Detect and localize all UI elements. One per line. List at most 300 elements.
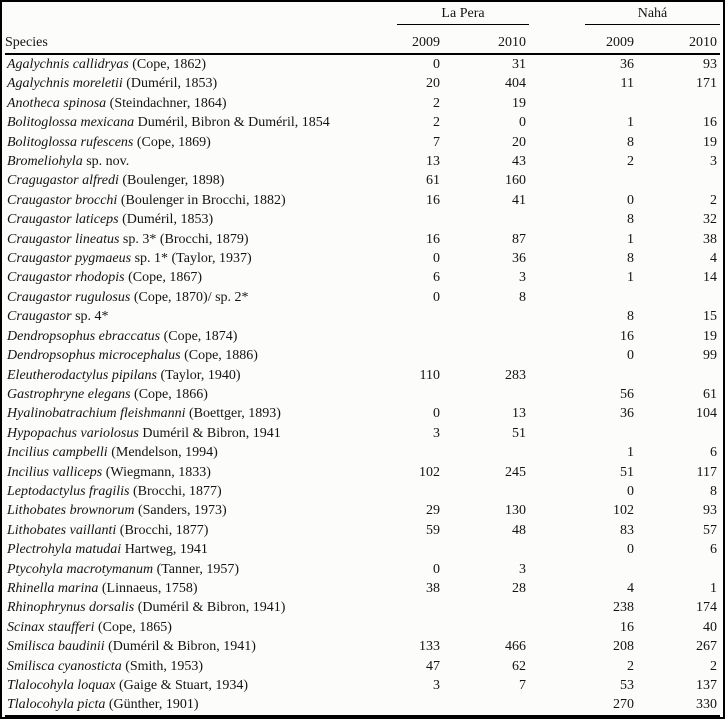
count-cell: 43 xyxy=(512,154,526,170)
species-authority: (Boettger, 1893) xyxy=(189,406,281,422)
species-authority: Duméril, Bibron & Duméril, 1854 xyxy=(137,115,330,131)
table-row xyxy=(5,637,720,656)
count-cell xyxy=(443,385,529,404)
count-cell: 208 xyxy=(613,639,634,655)
species-cell xyxy=(5,637,397,656)
species-authority: (Duméril & Bibron, 1941) xyxy=(137,600,286,616)
count-cell: 32 xyxy=(703,212,718,228)
count-cell xyxy=(397,443,443,462)
species-name: Plectrohyla matudai xyxy=(7,542,122,558)
species-cell xyxy=(5,463,397,482)
count-cell: 102 xyxy=(419,464,440,480)
column-spacer xyxy=(529,385,585,404)
table-row xyxy=(5,521,720,540)
species-name: Craugastor rhodopis xyxy=(7,270,125,286)
count-cell: 1 xyxy=(627,445,634,461)
count-cell: 61 xyxy=(703,386,718,402)
species-cell xyxy=(5,385,397,404)
species-name: Rhinophrynus dorsalis xyxy=(7,600,135,616)
count-cell: 20 xyxy=(512,134,526,150)
count-cell: 51 xyxy=(512,425,526,441)
table-row xyxy=(5,443,720,462)
column-spacer xyxy=(529,171,585,190)
count-cell: 0 xyxy=(433,289,440,305)
table-row xyxy=(5,54,720,74)
species-authority: sp. 4* xyxy=(75,309,109,325)
column-spacer xyxy=(529,618,585,637)
count-cell xyxy=(637,288,720,307)
species-name: Tlalocohyla picta xyxy=(7,697,106,713)
count-cell: 3 xyxy=(519,561,526,577)
species-cell xyxy=(5,288,397,307)
count-cell: 2 xyxy=(627,154,634,170)
species-authority: (Cope, 1869) xyxy=(136,134,211,150)
column-spacer xyxy=(529,676,585,695)
count-cell: 36 xyxy=(620,406,634,422)
species-cell xyxy=(5,152,397,171)
species-authority: (Cope, 1886) xyxy=(184,348,258,364)
year-header-la-pera-2009: 2009 xyxy=(397,25,443,55)
count-cell: 330 xyxy=(696,697,718,713)
table-row xyxy=(5,482,720,501)
table-row xyxy=(5,346,720,365)
table-row xyxy=(5,327,720,346)
count-cell: 0 xyxy=(627,542,634,558)
count-cell: 51 xyxy=(620,464,634,480)
species-name: Gastrophryne elegans xyxy=(7,386,131,402)
species-authority: (Cope, 1867) xyxy=(128,270,202,286)
count-cell: 137 xyxy=(696,678,718,693)
table-row xyxy=(5,74,720,93)
column-spacer xyxy=(529,133,585,152)
species-cell xyxy=(5,657,397,676)
count-cell: 36 xyxy=(620,57,634,72)
table-row xyxy=(5,191,720,210)
species-cell xyxy=(5,191,397,210)
count-cell: 2 xyxy=(433,115,440,131)
column-spacer xyxy=(529,307,585,326)
species-name: Bolitoglossa mexicana xyxy=(7,115,135,131)
species-name: Eleutherodactylus pipilans xyxy=(7,367,157,383)
species-authority: (Wiegmann, 1833) xyxy=(105,464,211,480)
species-cell xyxy=(5,618,397,637)
column-spacer xyxy=(529,579,585,598)
count-cell: 1 xyxy=(627,231,634,247)
count-cell: 270 xyxy=(613,697,634,713)
species-authority: (Smith, 1953) xyxy=(125,658,203,674)
count-cell: 38 xyxy=(426,580,440,596)
count-cell xyxy=(443,327,529,346)
count-cell: 267 xyxy=(696,639,718,655)
table-row xyxy=(5,695,720,715)
table-row xyxy=(5,171,720,190)
column-spacer xyxy=(529,94,585,113)
count-cell xyxy=(443,307,529,326)
species-name: Rhinella marina xyxy=(7,580,99,596)
species-name: Tlalocohyla loquax xyxy=(7,678,116,693)
column-spacer xyxy=(529,210,585,229)
species-authority: Duméril & Bibron, 1941 xyxy=(142,425,281,441)
species-name: Hyalinobatrachium fleishmanni xyxy=(7,406,186,422)
count-cell: 8 xyxy=(627,212,634,228)
count-cell: 19 xyxy=(703,328,718,344)
species-authority: (Cope, 1866) xyxy=(134,386,208,402)
species-cell xyxy=(5,560,397,579)
count-cell: 47 xyxy=(426,658,440,674)
count-cell: 245 xyxy=(505,464,526,480)
count-cell: 29 xyxy=(426,503,440,519)
column-spacer xyxy=(529,366,585,385)
count-cell: 20 xyxy=(426,76,440,92)
species-cell xyxy=(5,501,397,520)
species-cell xyxy=(5,424,397,443)
count-cell xyxy=(585,366,637,385)
count-cell xyxy=(585,288,637,307)
species-name: Dendropsophus microcephalus xyxy=(7,348,181,364)
count-cell: 160 xyxy=(505,173,526,189)
count-cell: 102 xyxy=(613,503,634,519)
count-cell: 13 xyxy=(512,406,526,422)
count-cell xyxy=(585,424,637,443)
column-spacer xyxy=(529,288,585,307)
species-authority: (Brocchi, 1877) xyxy=(133,483,222,499)
count-cell: 19 xyxy=(512,95,526,111)
count-cell: 2 xyxy=(710,658,718,674)
species-authority: (Duméril, 1853) xyxy=(126,76,218,92)
table-row xyxy=(5,230,720,249)
count-cell xyxy=(443,540,529,559)
species-name: Leptodactylus fragilis xyxy=(7,483,130,499)
species-name: Craugastor lineatus xyxy=(7,231,120,247)
species-abundance-table xyxy=(5,3,720,717)
species-name: Lithobates brownorum xyxy=(7,503,135,519)
species-name: Anotheca spinosa xyxy=(7,95,107,111)
count-cell xyxy=(443,210,529,229)
count-cell xyxy=(443,443,529,462)
count-cell: 104 xyxy=(696,406,718,422)
year-header-la-pera-2010: 2010 xyxy=(443,25,529,55)
species-cell xyxy=(5,94,397,113)
table-row xyxy=(5,249,720,268)
count-cell xyxy=(397,695,443,715)
column-spacer xyxy=(529,424,585,443)
count-cell: 130 xyxy=(505,503,526,519)
species-cell xyxy=(5,230,397,249)
count-cell: 87 xyxy=(512,231,526,247)
species-authority: (Sanders, 1973) xyxy=(137,503,227,519)
species-authority: (Boulenger in Brocchi, 1882) xyxy=(120,192,286,208)
count-cell: 1 xyxy=(710,580,718,596)
count-cell xyxy=(637,94,720,113)
table-header xyxy=(5,3,720,54)
column-spacer xyxy=(529,540,585,559)
count-cell: 8 xyxy=(627,134,634,150)
count-cell xyxy=(397,327,443,346)
species-name: Craugastor xyxy=(7,309,72,325)
count-cell: 4 xyxy=(627,580,634,596)
count-cell: 2 xyxy=(627,658,634,674)
column-spacer xyxy=(529,463,585,482)
column-spacer xyxy=(529,521,585,540)
species-cell xyxy=(5,307,397,326)
count-cell: 1 xyxy=(627,270,634,286)
species-authority: (Cope, 1862) xyxy=(132,57,207,72)
count-cell: 0 xyxy=(433,57,440,72)
species-name: Scinax staufferi xyxy=(7,619,95,635)
count-cell: 3 xyxy=(710,154,718,170)
count-cell xyxy=(397,618,443,637)
count-cell: 56 xyxy=(620,386,634,402)
species-name: Hypopachus variolosus xyxy=(7,425,139,441)
count-cell: 283 xyxy=(505,367,526,383)
count-cell: 3 xyxy=(433,425,440,441)
species-column-header: Species xyxy=(5,25,397,55)
count-cell: 8 xyxy=(519,289,526,305)
count-cell: 0 xyxy=(433,561,440,577)
count-cell xyxy=(397,540,443,559)
count-cell xyxy=(443,695,529,715)
species-cell xyxy=(5,540,397,559)
table-row xyxy=(5,307,720,326)
count-cell: 6 xyxy=(710,542,718,558)
count-cell: 99 xyxy=(703,348,718,364)
count-cell xyxy=(637,560,720,579)
count-cell: 0 xyxy=(627,483,634,499)
count-cell: 2 xyxy=(433,95,440,111)
count-cell: 6 xyxy=(710,445,718,461)
species-cell xyxy=(5,249,397,268)
species-name: Craugastor rugulosus xyxy=(7,289,131,305)
table-body xyxy=(5,54,720,716)
group-spacer xyxy=(529,3,585,25)
count-cell: 0 xyxy=(433,251,440,267)
species-authority: (Günther, 1901) xyxy=(108,697,199,713)
species-authority: (Gaige & Stuart, 1934) xyxy=(119,678,249,693)
count-cell: 404 xyxy=(505,76,526,92)
species-authority: (Duméril, 1853) xyxy=(122,212,214,228)
column-spacer xyxy=(529,560,585,579)
table-row xyxy=(5,113,720,132)
count-cell: 117 xyxy=(696,464,718,480)
count-cell: 53 xyxy=(620,678,634,693)
column-spacer xyxy=(529,327,585,346)
table-row xyxy=(5,366,720,385)
count-cell: 3 xyxy=(519,270,526,286)
count-cell: 13 xyxy=(426,154,440,170)
column-spacer xyxy=(529,598,585,617)
count-cell xyxy=(443,618,529,637)
count-cell: 7 xyxy=(519,678,526,693)
count-cell: 110 xyxy=(419,367,440,383)
species-cell xyxy=(5,74,397,93)
count-cell xyxy=(443,482,529,501)
column-spacer xyxy=(529,346,585,365)
table-row xyxy=(5,657,720,676)
count-cell: 0 xyxy=(627,348,634,364)
table-row xyxy=(5,560,720,579)
column-spacer xyxy=(529,501,585,520)
species-cell xyxy=(5,171,397,190)
count-cell xyxy=(637,171,720,190)
species-cell xyxy=(5,404,397,423)
count-cell: 28 xyxy=(512,580,526,596)
year-header-row xyxy=(5,25,720,55)
species-authority: Hartweg, 1941 xyxy=(124,542,208,558)
count-cell: 0 xyxy=(519,115,526,131)
count-cell xyxy=(443,346,529,365)
group-spacer xyxy=(529,25,585,55)
table-row xyxy=(5,501,720,520)
count-cell: 1 xyxy=(627,115,634,131)
species-cell xyxy=(5,521,397,540)
count-cell: 0 xyxy=(433,406,440,422)
species-authority: sp. 1* (Taylor, 1937) xyxy=(134,251,252,267)
count-cell: 8 xyxy=(627,309,634,325)
species-cell xyxy=(5,676,397,695)
count-cell: 31 xyxy=(512,57,526,72)
count-cell: 6 xyxy=(433,270,440,286)
count-cell: 16 xyxy=(620,328,634,344)
count-cell: 11 xyxy=(620,76,634,92)
column-spacer xyxy=(529,113,585,132)
species-cell xyxy=(5,482,397,501)
column-spacer xyxy=(529,695,585,715)
species-name: Lithobates vaillanti xyxy=(7,522,117,538)
count-cell xyxy=(443,598,529,617)
table-row xyxy=(5,463,720,482)
species-name: Craugastor pygmaeus xyxy=(7,251,132,267)
species-authority: (Taylor, 1940) xyxy=(160,367,241,383)
column-spacer xyxy=(529,191,585,210)
count-cell: 14 xyxy=(703,270,718,286)
count-cell: 16 xyxy=(426,231,440,247)
column-spacer xyxy=(529,74,585,93)
species-authority: (Linnaeus, 1758) xyxy=(101,580,198,596)
species-name: Incilius valliceps xyxy=(7,464,103,480)
count-cell: 57 xyxy=(703,522,718,538)
column-spacer xyxy=(529,657,585,676)
count-cell: 7 xyxy=(433,134,440,150)
species-authority: (Cope, 1865) xyxy=(98,619,172,635)
count-cell xyxy=(397,346,443,365)
count-cell: 36 xyxy=(512,251,526,267)
species-name: Bolitoglossa rufescens xyxy=(7,134,134,150)
count-cell xyxy=(397,385,443,404)
species-name: Smilisca cyanosticta xyxy=(7,658,122,674)
table-row xyxy=(5,385,720,404)
column-spacer xyxy=(529,54,585,74)
year-header-naha-2009: 2009 xyxy=(585,25,637,55)
species-name: Bromeliohyla xyxy=(7,154,83,170)
table-row xyxy=(5,288,720,307)
count-cell xyxy=(637,366,720,385)
count-cell: 83 xyxy=(620,522,634,538)
count-cell xyxy=(585,560,637,579)
count-cell: 174 xyxy=(696,600,718,616)
column-spacer xyxy=(529,249,585,268)
count-cell xyxy=(397,598,443,617)
count-cell: 16 xyxy=(620,619,634,635)
count-cell xyxy=(585,171,637,190)
species-authority: (Duméril & Bibron, 1941) xyxy=(108,639,256,655)
count-cell: 16 xyxy=(703,115,718,131)
species-name: Cragugastor alfredi xyxy=(7,173,119,189)
species-authority: (Tanner, 1957) xyxy=(156,561,239,577)
species-authority: (Steindachner, 1864) xyxy=(109,95,227,111)
count-cell: 4 xyxy=(710,251,718,267)
column-spacer xyxy=(529,637,585,656)
count-cell: 93 xyxy=(703,503,718,519)
column-spacer xyxy=(529,443,585,462)
species-authority: sp. nov. xyxy=(86,154,130,170)
column-spacer xyxy=(529,404,585,423)
count-cell xyxy=(397,210,443,229)
count-cell: 8 xyxy=(710,483,718,499)
column-group-la-pera: La Pera xyxy=(397,3,529,25)
species-cell xyxy=(5,443,397,462)
count-cell xyxy=(585,94,637,113)
species-name: Dendropsophus ebraccatus xyxy=(7,328,161,344)
table-row xyxy=(5,598,720,617)
table-row xyxy=(5,404,720,423)
species-authority: (Mendelson, 1994) xyxy=(111,445,218,461)
species-cell xyxy=(5,113,397,132)
table-row xyxy=(5,424,720,443)
count-cell: 171 xyxy=(696,76,718,92)
table-row xyxy=(5,210,720,229)
species-cell xyxy=(5,598,397,617)
count-cell: 8 xyxy=(627,251,634,267)
table-row xyxy=(5,268,720,287)
column-spacer xyxy=(529,268,585,287)
count-cell: 61 xyxy=(426,173,440,189)
count-cell: 133 xyxy=(419,639,440,655)
species-name: Craugastor brocchi xyxy=(7,192,118,208)
species-cell xyxy=(5,268,397,287)
species-authority: (Cope, 1874) xyxy=(163,328,238,344)
species-name: Agalychnis moreletii xyxy=(7,76,123,92)
count-cell: 238 xyxy=(613,600,634,616)
species-name: Craugastor laticeps xyxy=(7,212,119,228)
count-cell: 93 xyxy=(703,57,718,72)
count-cell: 19 xyxy=(703,134,718,150)
species-cell xyxy=(5,579,397,598)
table-row xyxy=(5,540,720,559)
column-spacer xyxy=(529,230,585,249)
count-cell xyxy=(397,307,443,326)
count-cell: 40 xyxy=(703,619,718,635)
column-spacer xyxy=(529,482,585,501)
species-group-placeholder xyxy=(5,3,397,25)
count-cell: 38 xyxy=(703,231,718,247)
table-row xyxy=(5,579,720,598)
count-cell: 41 xyxy=(512,192,526,208)
species-cell xyxy=(5,54,397,74)
table-row xyxy=(5,618,720,637)
species-name: Agalychnis callidryas xyxy=(7,57,129,72)
count-cell: 62 xyxy=(512,658,526,674)
table-row xyxy=(5,152,720,171)
count-cell: 466 xyxy=(505,639,526,655)
species-cell xyxy=(5,346,397,365)
species-cell xyxy=(5,327,397,346)
species-authority: (Cope, 1870)/ sp. 2* xyxy=(133,289,249,305)
column-spacer xyxy=(529,152,585,171)
table-row xyxy=(5,133,720,152)
count-cell: 15 xyxy=(703,309,718,325)
count-cell: 48 xyxy=(512,522,526,538)
species-authority: (Boulenger, 1898) xyxy=(122,173,225,189)
